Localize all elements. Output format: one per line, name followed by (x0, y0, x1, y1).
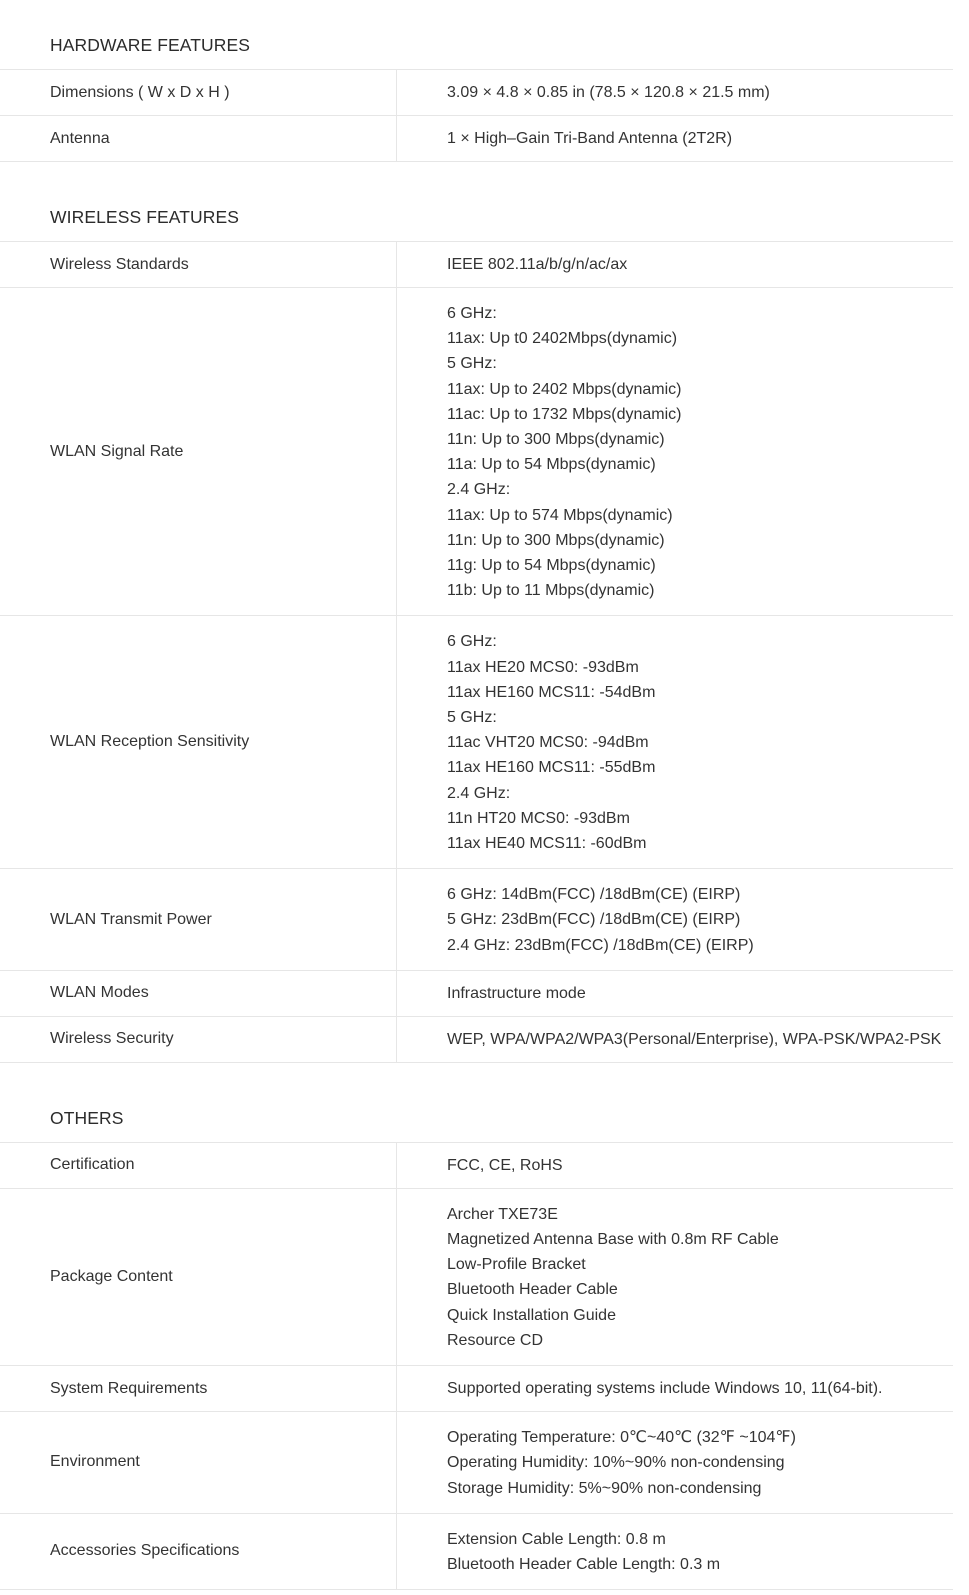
spec-value-line: 11g: Up to 54 Mbps(dynamic) (447, 557, 656, 575)
section-title: OTHERS (0, 1063, 953, 1143)
spec-value-line: Bluetooth Header Cable Length: 0.3 m (447, 1555, 721, 1573)
spec-row (0, 242, 953, 288)
spec-value-line: 11ax HE20 MCS0: -93dBm (447, 658, 639, 676)
spec-label: Accessories Specifications (0, 1514, 397, 1589)
spec-label: WLAN Signal Rate (0, 288, 397, 615)
spec-value (397, 1189, 953, 1365)
spec-value (397, 242, 953, 287)
spec-row (0, 1017, 953, 1063)
spec-value-line: 11a: Up to 54 Mbps(dynamic) (447, 456, 656, 474)
spec-label: WLAN Reception Sensitivity (0, 616, 397, 868)
spec-label: Environment (0, 1412, 397, 1513)
spec-value-line: 11b: Up to 11 Mbps(dynamic) (447, 582, 655, 600)
spec-value-line: Storage Humidity: 5%~90% non-condensing (447, 1479, 762, 1497)
spec-value (397, 616, 953, 868)
spec-value (397, 70, 953, 115)
spec-value-line: 11ax: Up to 2402 Mbps(dynamic) (447, 380, 682, 398)
spec-value-line: 6 GHz: 14dBm(FCC) /18dBm(CE) (EIRP) (447, 886, 741, 904)
spec-row (0, 1143, 953, 1189)
spec-row (0, 288, 953, 616)
section-title: WIRELESS FEATURES (0, 162, 953, 242)
spec-row (0, 1189, 953, 1366)
spec-row (0, 971, 953, 1017)
spec-value-line: 11ax HE160 MCS11: -54dBm (447, 683, 656, 701)
spec-value-line: Supported operating systems include Windows 10, 11(64-bit). (447, 1380, 883, 1398)
spec-value-line: Magnetized Antenna Base with 0.8m RF Cable (447, 1231, 779, 1249)
spec-value-line: Infrastructure mode (447, 984, 586, 1002)
spec-value (397, 1514, 953, 1589)
spec-value-line: 11n HT20 MCS0: -93dBm (447, 809, 630, 827)
spec-value-line: Archer TXE73E (447, 1205, 558, 1223)
spec-value-line: 11ax HE40 MCS11: -60dBm (447, 835, 647, 853)
spec-row (0, 1366, 953, 1412)
spec-value-line: 5 GHz: (447, 709, 497, 727)
spec-section (0, 0, 953, 162)
spec-value-line: Bluetooth Header Cable (447, 1281, 618, 1299)
spec-value-line: 6 GHz: (447, 305, 497, 322)
spec-row (0, 70, 953, 116)
spec-value-line: 11n: Up to 300 Mbps(dynamic) (447, 431, 665, 449)
spec-row (0, 1412, 953, 1514)
section-title: HARDWARE FEATURES (0, 0, 953, 70)
spec-value (397, 971, 953, 1016)
spec-value-line: 11ac: Up to 1732 Mbps(dynamic) (447, 405, 682, 423)
spec-label: WLAN Transmit Power (0, 869, 397, 970)
spec-value (397, 1412, 953, 1513)
spec-value-line: 2.4 GHz: 23dBm(FCC) /18dBm(CE) (EIRP) (447, 936, 754, 954)
spec-label: Package Content (0, 1189, 397, 1365)
spec-value (397, 1366, 953, 1411)
spec-value (397, 869, 953, 970)
spec-value-line: 11ac VHT20 MCS0: -94dBm (447, 734, 649, 752)
spec-value-line: 11ax HE160 MCS11: -55dBm (447, 759, 656, 777)
spec-value-line: Operating Temperature: 0℃~40℃ (32℉ ~104℉) (447, 1429, 796, 1447)
spec-value-line: 6 GHz: (447, 633, 497, 651)
spec-value-line: Quick Installation Guide (447, 1306, 616, 1324)
spec-value-line: Low-Profile Bracket (447, 1256, 586, 1274)
spec-label: Wireless Standards (0, 242, 397, 287)
spec-value-line: 3.09 × 4.8 × 0.85 in (78.5 × 120.8 × 21.5 mm) (447, 84, 770, 101)
spec-row (0, 1514, 953, 1590)
spec-value-line: 5 GHz: 23dBm(FCC) /18dBm(CE) (EIRP) (447, 911, 741, 929)
spec-label: Certification (0, 1143, 397, 1188)
spec-value (397, 1017, 953, 1062)
spec-label: System Requirements (0, 1366, 397, 1411)
spec-label: Wireless Security (0, 1017, 397, 1062)
spec-row (0, 869, 953, 971)
spec-value-line: FCC, CE, RoHS (447, 1156, 563, 1174)
spec-value-line: 11ax: Up t0 2402Mbps(dynamic) (447, 330, 678, 348)
spec-value-line: 1 × High–Gain Tri-Band Antenna (2T2R) (447, 130, 733, 147)
spec-row (0, 616, 953, 869)
spec-row (0, 116, 953, 162)
spec-value-line: 11n: Up to 300 Mbps(dynamic) (447, 531, 665, 549)
spec-value (397, 1143, 953, 1188)
spec-section (0, 162, 953, 1063)
spec-value (397, 288, 953, 615)
spec-value-line: Operating Humidity: 10%~90% non-condensing (447, 1454, 785, 1472)
spec-value-line: Resource CD (447, 1331, 544, 1349)
spec-label: Antenna (0, 116, 397, 161)
spec-value (397, 116, 953, 161)
spec-value-line: IEEE 802.11a/b/g/n/ac/ax (447, 256, 628, 273)
spec-value-line: 2.4 GHz: (447, 784, 511, 802)
spec-value-line: 11ax: Up to 574 Mbps(dynamic) (447, 506, 673, 524)
spec-value-line: WEP, WPA/WPA2/WPA3(Personal/Enterprise), WPA-PSK/WPA2-PSK (447, 1030, 942, 1048)
spec-value-line: 2.4 GHz: (447, 481, 511, 499)
spec-label: Dimensions ( W x D x H ) (0, 70, 397, 115)
spec-value-line: Extension Cable Length: 0.8 m (447, 1530, 666, 1548)
spec-label: WLAN Modes (0, 971, 397, 1016)
spec-section (0, 1063, 953, 1590)
spec-value-line: 5 GHz: (447, 355, 497, 373)
